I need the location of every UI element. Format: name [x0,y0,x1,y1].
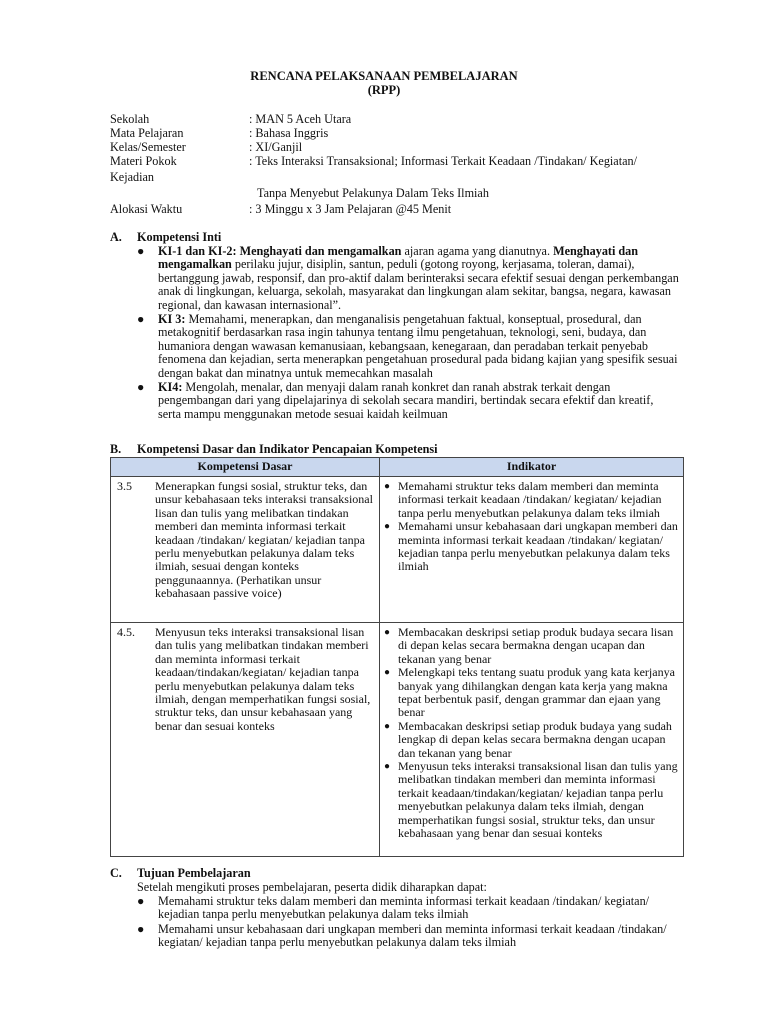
identity-label-subject: Mata Pelajaran [110,126,184,140]
identity-value-class: : XI/Ganjil [249,140,303,154]
bullet-icon: ● [137,894,145,908]
identity-value-school: : MAN 5 Aceh Utara [249,112,352,126]
indicator-cell [380,623,684,857]
indicator-text: Melengkapi teks tentang suatu produk yang kata kerjanya banyak yang dihilangkan dengan kata kerja yang makna tepat berbentuk pasif, dengan grammar dan ejaan yang benar [398,665,675,720]
identity-value-topic: : Teks Interaksi Transaksional; Informasi Terkait Keadaan /Tindakan/ Kegiatan/ [249,154,637,168]
list-item [134,923,682,950]
list-item [384,626,679,666]
indicator-text: Membacakan deskripsi setiap produk budaya yang sudah lengkap di depan kelas secara bermakna dengan ucapan dan tekanan yang benar [398,718,672,760]
kd-number: 4.5. [117,625,135,639]
list-item [134,245,679,312]
list-item [384,666,679,720]
list-item [384,760,679,840]
list-item [134,895,682,922]
kd-number: 3.5 [117,479,132,493]
section-a-title: Kompetensi Inti [137,230,222,244]
identity-value-topic-cont: Tanpa Menyebut Pelakunya Dalam Teks Ilmiah [257,186,489,200]
section-a-heading [110,231,221,244]
indicator-list [384,480,679,574]
identity-label-school: Sekolah [110,112,150,126]
section-b-letter: B. [110,442,122,456]
section-b-title: Kompetensi Dasar dan Indikator Pencapaian Kompetensi [137,442,438,456]
col-header-indicator: Indikator [380,458,684,477]
identity-label-time: Alokasi Waktu [110,202,183,216]
ki1-lead2: Menghayati dan mengamalkan [158,244,639,272]
ki1-text2: perilaku jujur, disiplin, santun, peduli (gotong royong, kerjasama, toleran, damai), bertanggung jawab, responsif, dan pro-aktif dalam berinteraksi secara efektif sesuai dengan perkembangan anak di lingkungan, keluarga, sekolah, masyarakat dan lingkungan alam sekitar, bangsa, negara, kawasan regional, dan kawasan internasional”. [158,257,679,312]
table-row [111,477,684,623]
list-item [384,520,679,574]
indicator-text: Membacakan deskripsi setiap produk budaya secara lisan di depan kelas secara bermakna dengan ucapan dan tekanan yang benar [398,625,674,666]
section-c-letter: C. [110,866,122,880]
kd-cell [111,623,380,857]
ki4-text: Mengolah, menalar, dan menyaji dalam ranah konkret dan ranah abstrak terkait dengan pengembangan dari yang dipelajarinya di sekolah secara mandiri, bertindak secara efektif dan kreatif, serta mampu menggunakan metode sesuai kaidah keilmuan [158,380,654,421]
kd-text: Menerapkan fungsi sosial, struktur teks, dan unsur kebahasaan teks interaksi transaksional lisan dan tulis yang melibatkan tindakan memberi dan meminta informasi terkait keadaan /tindakan/ kegiatan/ kejadian tanpa perlu menyebutkan pelakunya dalam teks ilmiah, sesuai dengan konteks penggunaannya. (Perhatikan unsur kebahasaan passive voice) [155,479,373,601]
core-competency-list [134,245,679,422]
bullet-icon: ● [137,380,145,395]
bullet-icon: ● [384,521,391,533]
ki4-lead: KI4: [158,380,183,395]
section-a-letter: A. [110,230,122,244]
list-item [384,480,679,520]
bullet-icon: ● [384,761,391,773]
bullet-icon: ● [137,244,145,258]
section-c-title: Tujuan Pembelajaran [137,866,251,880]
bullet-icon: ● [384,720,391,732]
col-header-kd: Kompetensi Dasar [111,458,380,477]
table-row [111,623,684,857]
indicator-list [384,626,679,841]
competency-table [110,457,684,857]
list-item [134,313,679,380]
indicator-text: Memahami struktur teks dalam memberi dan meminta informasi terkait keadaan /tindakan/ kegiatan/ kejadian tanpa perlu menyebutkan pelakunya dalam teks ilmiah [398,479,662,520]
identity-label-topic: Materi Pokok [110,154,177,168]
kd-text: Menyusun teks interaksi transaksional lisan dan tulis yang melibatkan tindakan memberi dan meminta informasi terkait keadaan/tindakan/kegiatan/ kejadian tanpa perlu menyebutkan pelakunya dalam teks ilmiah, dengan memperhatikan fungsi sosial, struktur teks, dan unsur kebahasaan yang benar dan sesuai konteks [155,625,371,733]
list-item [134,381,679,421]
objective-text: Memahami struktur teks dalam memberi dan meminta informasi terkait keadaan /tindakan/ kegiatan/ kejadian tanpa perlu menyebutkan pelakunya dalam teks ilmiah [158,894,650,922]
section-c-intro: Setelah mengikuti proses pembelajaran, peserta didik diharapkan dapat: [137,880,487,894]
ki1-text1: ajaran agama yang dianutnya. [401,244,554,258]
bullet-icon: ● [137,921,145,936]
indicator-cell [380,477,684,623]
indicator-text: Memahami unsur kebahasaan dari ungkapan memberi dan meminta informasi terkait keadaan /tindakan/ kegiatan/ kejadian tanpa perlu menyebutkan pelakunya dalam teks ilmiah [398,519,678,574]
section-c-heading [110,867,251,880]
list-item [384,720,679,760]
document-subtitle: (RPP) [367,83,401,97]
bullet-icon: ● [384,667,391,679]
identity-value-subject: : Bahasa Inggris [249,126,329,140]
identity-value-time: : 3 Minggu x 3 Jam Pelajaran @45 Menit [249,202,452,216]
ki3-lead: KI 3: [158,312,186,327]
bullet-icon: ● [137,312,145,327]
bullet-icon: ● [384,481,391,492]
indicator-text: Menyusun teks interaksi transaksional lisan dan tulis yang melibatkan tindakan memberi dan meminta informasi terkait keadaan/tindakan/kegiatan/ kejadian tanpa perlu menyebutkan pelakunya dalam teks ilmiah, dengan memperhatikan fungsi sosial, struktur teks, dan unsur kebahasaan yang benar dan sesuai konteks [398,759,678,841]
document-title: RENCANA PELAKSANAAN PEMBELAJARAN [250,69,518,83]
objective-text: Memahami unsur kebahasaan dari ungkapan memberi dan meminta informasi terkait keadaan /tindakan/ kegiatan/ kejadian tanpa perlu menyebutkan pelakunya dalam teks ilmiah [158,921,667,950]
ki3-text: Memahami, menerapkan, dan menganalisis pengetahuan faktual, konseptual, prosedural, dan metakognitif berdasarkan rasa ingin tahunya tentang ilmu pengetahuan, teknologi, seni, budaya, dan humaniora dengan wawasan kemanusiaan, kebangsaan, kenegaraan, dan peradaban terkait penyebab fenomena dan kejadian, serta menerapkan pengetahuan prosedural pada bidang kajian yang spesifik sesuai dengan bakat dan minatnya untuk memecahkan masalah [158,312,678,380]
bullet-icon: ● [384,627,391,638]
learning-objectives-list [134,895,682,951]
identity-label-topic-cont: Kejadian [110,170,154,184]
kd-cell [111,477,380,623]
identity-label-class: Kelas/Semester [110,140,186,154]
table-header-row [111,458,684,477]
ki1-lead: KI-1 dan KI-2: Menghayati dan mengamalkan [158,244,402,258]
section-b-heading [110,443,438,456]
